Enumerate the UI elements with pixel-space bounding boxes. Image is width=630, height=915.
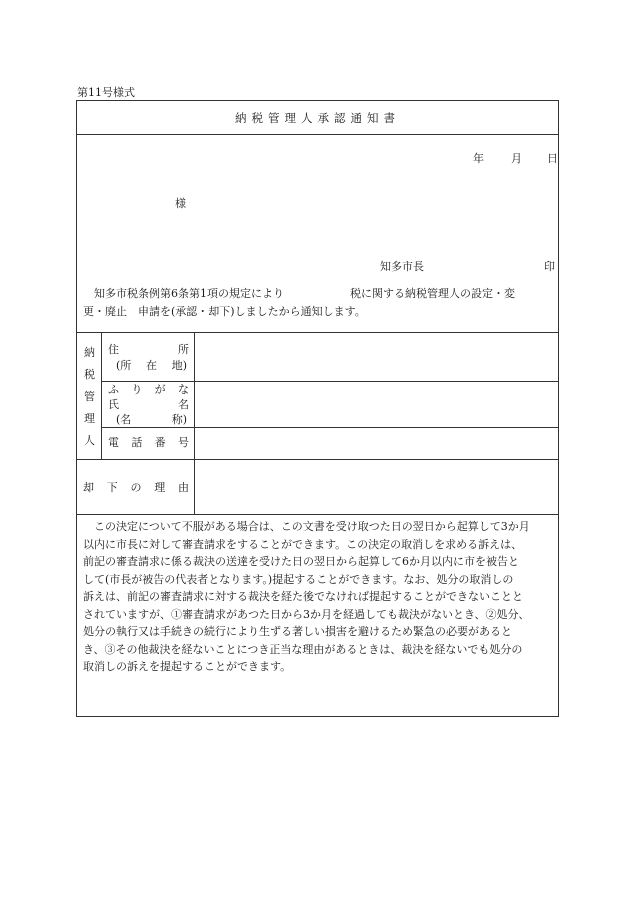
- appeal-line: 訴えは、前記の審査請求に対する裁決を経た後でなければ提起することができないことと: [83, 590, 523, 603]
- appeal-line: 処分の執行又は手続きの続行により生ずる著しい損害を避けるため緊急の必要があると: [83, 625, 512, 638]
- notice-line: 更・廃止 申請を(承認・却下)しましたから通知します。: [83, 304, 366, 318]
- furigana-char: な: [177, 383, 189, 396]
- name-label-char: 名: [178, 398, 189, 411]
- date-month-label: 月: [511, 152, 522, 165]
- appeal-line: この決定について不服がある場合は、この文書を受け取つた日の翌日から起算して3か月: [94, 520, 530, 533]
- appeal-line: されていますが、①審査請求があつた日から3か月を経過しても裁決がないとき、②処分、: [83, 607, 530, 621]
- address-label: [108, 344, 189, 355]
- addressee-suffix: 様: [175, 197, 186, 210]
- rejection-reason-char: 却: [83, 481, 94, 494]
- seal-mark: 印: [544, 260, 555, 273]
- phone-label-char: 番: [154, 436, 166, 449]
- phone-label-char: 号: [177, 436, 189, 449]
- manager-side-label-char: 理: [84, 412, 95, 425]
- rejection-reason-char: の: [130, 481, 142, 494]
- issuer-title: 知多市長: [380, 260, 424, 273]
- name-label-char: 氏: [108, 398, 119, 411]
- appeal-line: 取消しの訴えを提起することができます。: [83, 660, 292, 673]
- furigana-label: [108, 384, 189, 395]
- name-label: [108, 399, 189, 410]
- manager-side-label-char: 納: [84, 346, 95, 359]
- date-year-label: 年: [473, 152, 484, 165]
- manager-side-label-char: 税: [84, 368, 95, 381]
- phone-label: [108, 437, 189, 448]
- appeal-line: 以内に市長に対して審査請求をすることができます。この決定の取消しを求める訴えは、: [83, 537, 523, 551]
- appeal-line: き、③その他裁決を経ないことにつき正当な理由があるときは、裁決を経ないでも処分の: [83, 642, 523, 656]
- address-sub-char: (所: [116, 359, 132, 372]
- address-label-char: 住: [108, 343, 119, 356]
- name-field[interactable]: [195, 382, 558, 427]
- name-sub-label: [116, 414, 187, 425]
- notice-form: [76, 100, 559, 717]
- notice-text: [83, 285, 555, 320]
- phone-label-char: 話: [131, 436, 143, 449]
- appeal-notice: [83, 518, 555, 676]
- divider-reason: [77, 514, 558, 515]
- address-sub-label: [116, 360, 187, 371]
- appeal-line: して(市長が被告の代表者となります。)提起することができます。なお、処分の取消しの: [83, 572, 514, 586]
- manager-side-label-char: 管: [84, 390, 95, 403]
- address-sub-char: 地): [171, 359, 187, 372]
- rejection-reason-char: 下: [106, 481, 118, 494]
- rejection-reason-label: [83, 482, 189, 493]
- furigana-char: が: [154, 383, 166, 396]
- rejection-reason-field[interactable]: [195, 460, 558, 514]
- appeal-line: 前記の審査請求に係る裁決の送達を受けた日の翌日から起算して6か月以内に市を被告と: [83, 555, 519, 568]
- rejection-reason-char: 由: [178, 481, 189, 494]
- address-sub-char: 在: [146, 359, 157, 372]
- notice-line: 知多市税条例第6条第1項の規定により 税に関する納税管理人の設定・変: [94, 287, 515, 300]
- name-sub-char: 称): [171, 413, 187, 426]
- manager-side-divider: [101, 332, 102, 459]
- address-label-char: 所: [178, 343, 189, 356]
- phone-label-char: 電: [108, 436, 119, 449]
- address-field[interactable]: [195, 333, 558, 381]
- phone-field[interactable]: [195, 428, 558, 458]
- form-title: 納税管理人承認通知書: [235, 111, 400, 125]
- name-sub-char: (名: [116, 413, 132, 426]
- manager-side-label-char: 人: [84, 434, 95, 447]
- form-number: 第11号様式: [77, 86, 135, 99]
- date-day-label: 日: [547, 152, 558, 165]
- rejection-reason-char: 理: [154, 481, 166, 494]
- furigana-char: ふ: [108, 383, 119, 396]
- divider-title: [77, 134, 558, 135]
- furigana-char: り: [131, 383, 143, 396]
